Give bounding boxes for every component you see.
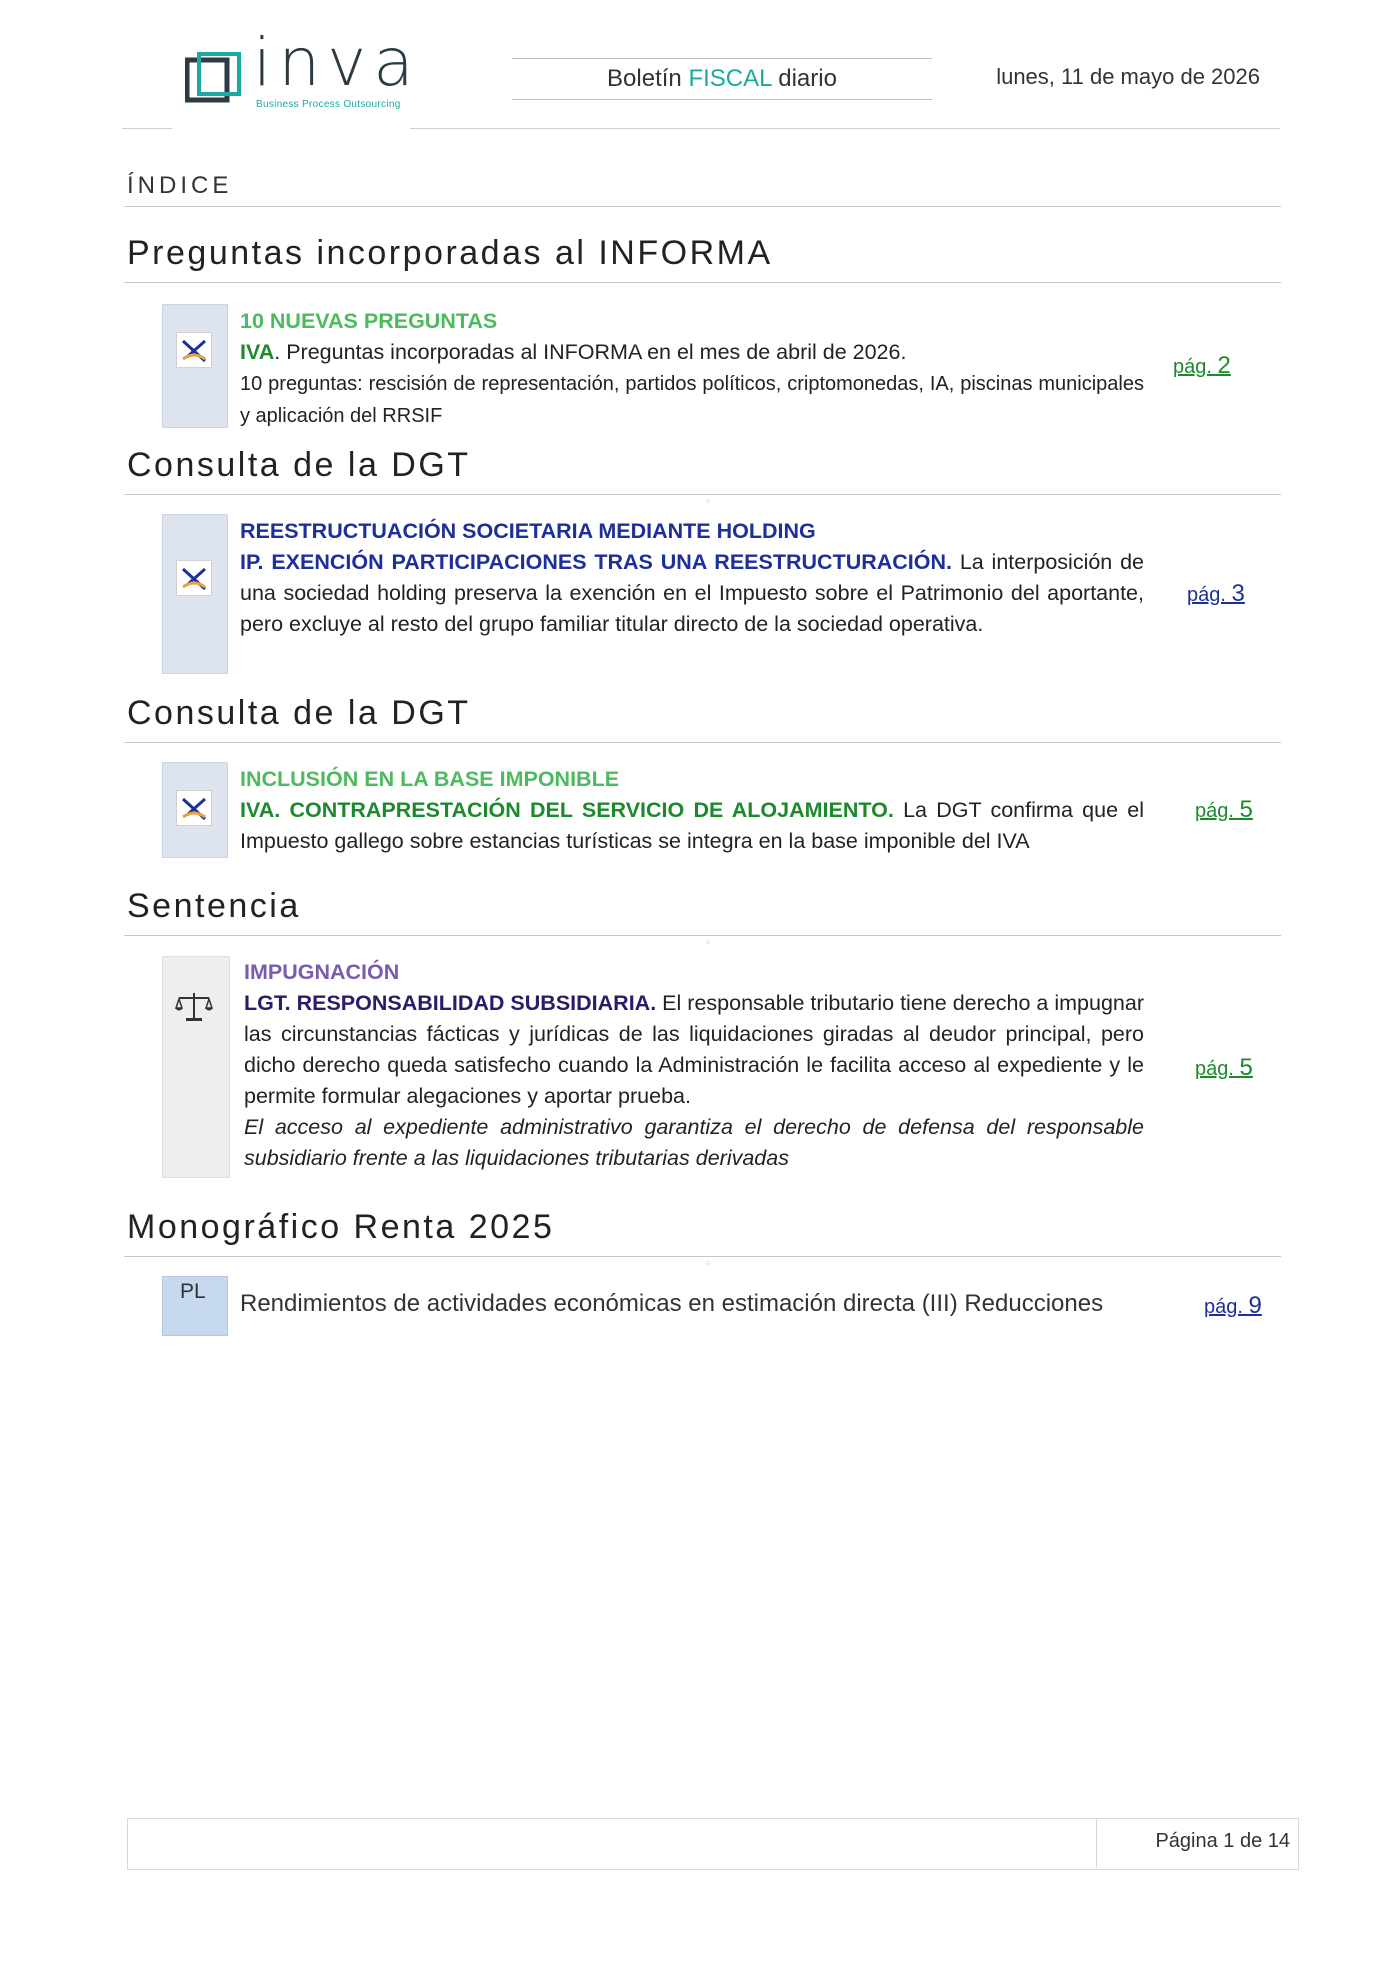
footer-separator [1096, 1818, 1097, 1868]
logo-text: inva [253, 24, 421, 101]
page-link-9[interactable]: pág. 9 [1204, 1292, 1262, 1319]
anchor-mark: ⁘ [704, 1259, 712, 1268]
tax-agency-icon [176, 560, 212, 596]
index-entry-informa [240, 306, 1144, 432]
entry-kicker: INCLUSIÓN EN LA BASE IMPONIBLE [240, 767, 620, 791]
tax-agency-icon [176, 332, 212, 368]
logo-subtitle: Business Process Outsourcing [256, 99, 401, 110]
bulletin-date: lunes, 11 de mayo de 2026 [996, 64, 1260, 89]
logo-mark [185, 52, 241, 108]
entry-kicker: REESTRUCTUACIÓN SOCIETARIA MEDIANTE HOLDING [240, 519, 816, 543]
page-link-5[interactable]: pág. 5 [1195, 796, 1253, 823]
entry-lead: LGT. RESPONSABILIDAD SUBSIDIARIA. [244, 991, 657, 1015]
page-link-2[interactable]: pág. 2 [1173, 352, 1231, 379]
section-title-dgt-1: Consulta de la DGT [127, 446, 471, 484]
page-number: Página 1 de 14 [1155, 1830, 1290, 1852]
entry-kicker: IMPUGNACIÓN [244, 960, 400, 984]
section-rule [124, 494, 1281, 495]
section-title-informa: Preguntas incorporadas al INFORMA [127, 234, 773, 272]
bulletin-title-accent: FISCAL [688, 65, 772, 92]
section-rule [124, 282, 1281, 283]
header-rule-left [122, 128, 172, 129]
section-rule [124, 935, 1281, 936]
section-rule [124, 1256, 1281, 1257]
index-rule [124, 206, 1281, 207]
section-title-dgt-2: Consulta de la DGT [127, 694, 471, 732]
bulletin-title [512, 58, 932, 100]
index-entry-impugnacion [244, 957, 1144, 1174]
section-title-sentencia: Sentencia [127, 887, 301, 925]
entry-detail: 10 preguntas: rescisión de representación, partidos políticos, criptomonedas, IA, piscinas municipales y aplicación del RRSIF [240, 373, 1144, 427]
anchor-mark: ⁘ [704, 497, 712, 506]
pl-badge-label: PL [180, 1280, 206, 1303]
section-rule [124, 742, 1281, 743]
index-label: ÍNDICE [127, 172, 233, 199]
index-entry-alojamiento [240, 764, 1144, 857]
page-link-3[interactable]: pág. 3 [1187, 580, 1245, 607]
section-title-renta: Monográfico Renta 2025 [127, 1208, 555, 1246]
entry-lead: IVA. CONTRAPRESTACIÓN DEL SERVICIO DE ALOJAMIENTO. [240, 798, 894, 822]
page-link-5b[interactable]: pág. 5 [1195, 1054, 1253, 1081]
bulletin-title-post: diario [771, 65, 837, 92]
entry-lead: IP. EXENCIÓN PARTICIPACIONES TRAS UNA REESTRUCTURACIÓN. [240, 550, 953, 574]
scales-icon [174, 990, 214, 1024]
entry-text: . Preguntas incorporadas al INFORMA en el mes de abril de 2026. [274, 340, 907, 364]
entry-text: La DGT confirma que el Impuesto gallego sobre estancias turísticas se integra en la base imponible del IVA [240, 798, 1144, 853]
anchor-mark: ⁘ [704, 938, 712, 947]
entry-kicker: 10 NUEVAS PREGUNTAS [240, 309, 498, 333]
entry-detail: El acceso al expediente administrativo garantiza el derecho de defensa del responsable subsidiario frente a las liquidaciones tributarias derivadas [244, 1115, 1144, 1170]
entry-lead: IVA [240, 340, 275, 364]
entry-text: La interposición de una sociedad holding preserva la exención en el Impuesto sobre el Patrimonio del aportante, pero excluye al resto del grupo familiar titular directo de la sociedad operativa. [240, 550, 1144, 636]
index-entry-renta: Rendimientos de actividades económicas en estimación directa (III) Reducciones [240, 1290, 1104, 1317]
entry-text: El responsable tributario tiene derecho a impugnar las circunstancias fácticas y jurídicas de las liquidaciones giradas al deudor principal, pero dicho derecho queda satisfecho cuando la Administración le facilita acceso al expediente y le permite formular alegaciones y aportar prueba. [244, 991, 1144, 1108]
bulletin-title-pre: Boletín [607, 65, 689, 92]
tax-agency-icon [176, 790, 212, 826]
index-entry-holding [240, 516, 1144, 640]
header-rule-right [410, 128, 1280, 129]
